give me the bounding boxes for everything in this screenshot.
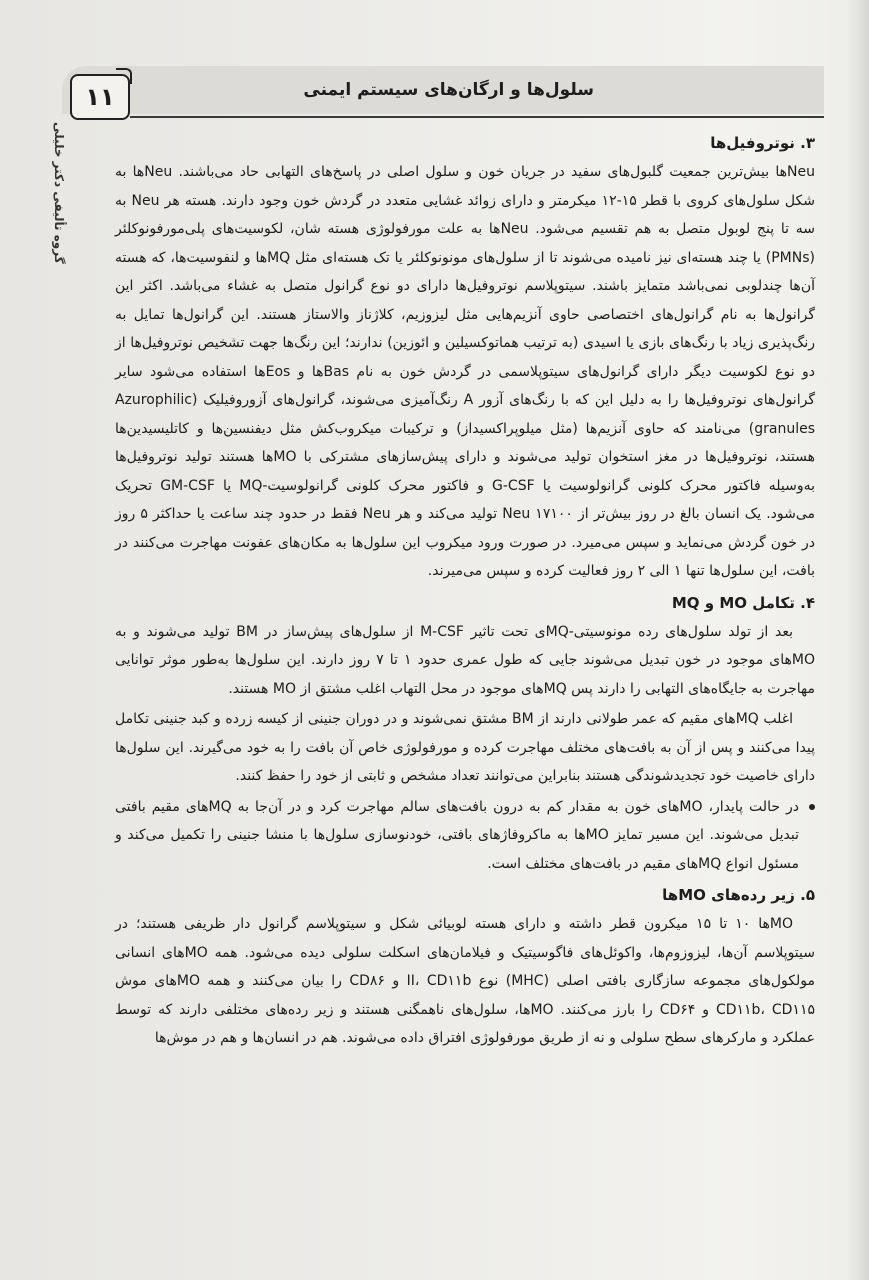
- section-5-title: ۵. زیر رده‌های MOها: [662, 886, 815, 904]
- header-rule: [130, 116, 824, 118]
- section-3-title: ۳. نوتروفیل‌ها: [710, 134, 815, 152]
- page-content: [115, 128, 815, 1055]
- bullet-icon: [809, 804, 815, 810]
- page-number: ۱۱: [70, 74, 130, 120]
- section-4-paragraph-1: بعد از تولد سلول‌های رده مونوسیتی-MQی تحت تاثیر M-CSF از سلول‌های پیش‌ساز در BM تولید می‌شوند و به MOهای موجود در خون تبدیل می‌شوند جایی که طول عمری حدود ۱ تا ۷ روز دارند. این سلول‌ها به‌طور موثر توانایی مهاجرت به جایگاه‌های التهابی را دارند پس MQهای موجود در محل التهاب اغلب مشتق از MO هستند.: [115, 623, 816, 697]
- side-author-label: گروه تألیفی دکتر خلیلی: [52, 122, 66, 264]
- page-edge-shadow: [847, 0, 869, 1280]
- section-4-title: ۴. تکامل MO و MQ: [671, 593, 815, 612]
- section-3-paragraph: Neuها بیش‌ترین جمعیت گلبول‌های سفید در جریان خون و سلول اصلی در پاسخ‌های التهابی حاد می‌باشند. Neuها به شکل سلول‌های کروی با قطر ۱۵-۱۲ میکرمتر و دارای زوائد غشایی متعدد در گردش خون وجود دارند. هسته هر Neu به سه تا پنج لوبول متصل به هم تقسیم می‌شود. Neuها به علت مورفولوژی هسته شان، لکوسیت‌های پلی‌مورفونوکلئر (PMNs) یا چند هسته‌ای نیز نامیده می‌شوند تا از سلول‌های مونونوکلئر یا تک هسته‌ای مثل MQها و لنفوسیت‌ها، که هسته آن‌ها چندلوبی نمی‌باشد متمایز باشند. سیتوپلاسم نوتروفیل‌ها دارای دو نوع گرانول متصل به غشاء می‌باشد. اکثر این گرانول‌ها به نام گرانول‌های اختصاصی حاوی آنزیم‌هایی مثل لیزوزیم، کلاژناز والاستاز هستند. این گرانول‌ها تمایل به رنگ‌پذیری زیاد با رنگ‌های بازی یا اسیدی (به ترتیب هماتوکسیلین و ائوزین) ندارند؛ این رنگ‌ها جهت تشخیص نوتروفیل‌ها از دو نوع لکوسیت دیگر دارای گرانول‌های سیتوپلاسمی در گردش خون به نام Basها و Eosها استفاده می‌شود سایر گرانول‌های نوتروفیل‌ها را به دلیل این که با رنگ‌های آزور A رنگ‌آمیزی می‌شوند، گرانول‌های آزوروفیلیک (Azurophilic granules) می‌نامند که حاوی آنزیم‌ها (مثل میلوپراکسیداز) و ترکیبات میکروب‌کش مثل دیفنسین‌ها و کاتلیسیدین‌ها هستند، نوتروفیل‌ها در مغز استخوان تولید می‌شوند و دارای پیش‌سازهای مشترکی با MOها هستند تولید نوتروفیل‌ها به‌وسیله فاکتور محرک کلونی گرانولوسیت یا G-CSF و فاکتور محرک کلونی گرانولوسیت-MQ یا GM-CSF تحریک می‌شود. یک انسان بالغ در روز بیش‌تر از ۱۷۱۰۰ Neu تولید می‌کند و هر Neu فقط در حدود چند ساعت یا حداکثر ۵ روز در خون گردش می‌نماید و سپس می‌میرد. در صورت ورود میکروب این سلول‌ها به مکان‌های عفونت مهاجرت می‌کنند در بافت، این سلول‌ها تنها ۱ الی ۲ روز فعالیت کرده و سپس می‌میرند.: [115, 164, 816, 579]
- section-4-paragraph-2: اغلب MQهای مقیم که عمر طولانی دارند از BM مشتق نمی‌شوند و در دوران جنینی از کیسه زرده و کبد جنینی تکامل پیدا می‌کنند و پس از آن به بافت‌های مختلف مهاجرت کرده و مورفولوژی خاص آن بافت را به خود می‌گیرند. این سلول‌ها دارای خاصیت خود تجدیدشوندگی هستند بنابراین می‌توانند تعداد مشخص و ثابتی از خود را حفظ کنند.: [115, 711, 815, 784]
- section-4-bullet: [115, 793, 815, 879]
- section-5-paragraph: MOها ۱۰ تا ۱۵ میکرون قطر داشته و دارای هسته لوبیائی شکل و سیتوپلاسم گرانول دار ظریفی هستند؛ در سیتوپلاسم آن‌ها، لیزوزوم‌ها، واکوئل‌های فاگوسیتیک و فیلامان‌های اسکلت سلولی دیده می‌شود. همه MOهای انسانی مولکول‌های مجموعه سازگاری بافتی اصلی (MHC) نوع II، CD۱۱b و CD۸۶ را بیان می‌کنند و همه MOهای موش CD۱۱b، CD۱۱۵ و CD۶۴ را بارز می‌کنند. MOها، سلول‌های ناهمگنی هستند و زیر رده‌های مختلفی دارند که توسط عملکرد و مارکرهای سطح سلولی و نه از طریق مورفولوژی افتراق داده می‌شوند. هم در انسان‌ها و هم در موش‌ها: [115, 916, 815, 1046]
- chapter-title: سلول‌ها و ارگان‌های سیستم ایمنی: [303, 80, 594, 100]
- bullet-text: در حالت پایدار، MOهای خون به مقدار کم به درون بافت‌های سالم مهاجرت کرد و در آن‌جا به MQهای مقیم بافتی تبدیل می‌شوند. این مسیر تمایز MOها به ماکروفاژهای بافتی، خودنوسازی سلول‌ها با منشا جنینی را تکمیل می‌کند و مسئول انواع MQهای مقیم در بافت‌های مختلف است.: [115, 798, 799, 872]
